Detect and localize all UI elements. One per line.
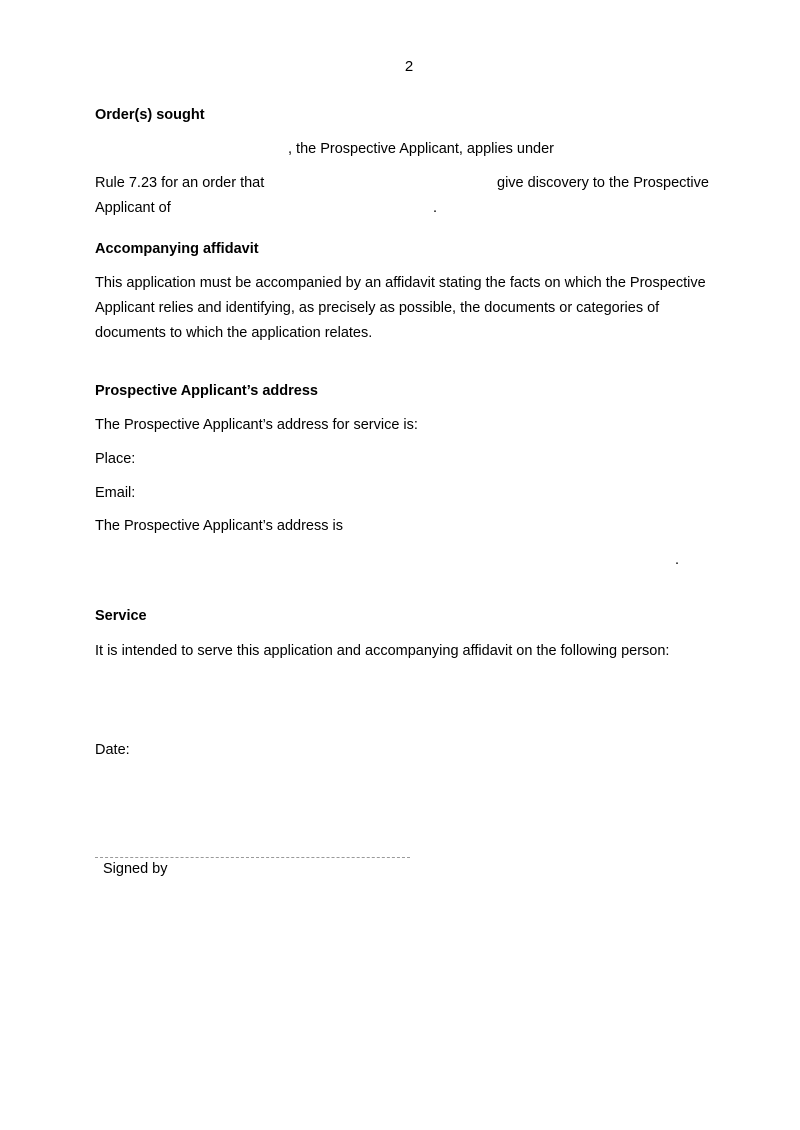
email-label: Email: bbox=[95, 485, 136, 501]
affidavit-line-2: Applicant relies and identifying, as precisely as possible, the documents or categories of bbox=[95, 300, 660, 316]
orders-line-3-period: . bbox=[433, 200, 438, 216]
signed-by-label: Signed by bbox=[103, 861, 168, 877]
affidavit-heading: Accompanying affidavit bbox=[95, 241, 259, 257]
place-label: Place: bbox=[95, 451, 136, 467]
affidavit-line-1: This application must be accompanied by an affidavit stating the facts on which the Prospective bbox=[95, 275, 706, 291]
service-text: It is intended to serve this application and accompanying affidavit on the following person: bbox=[95, 643, 670, 659]
affidavit-text bbox=[95, 271, 706, 346]
service-heading: Service bbox=[95, 608, 147, 624]
address-label: The Prospective Applicant’s address is bbox=[95, 518, 343, 534]
orders-heading: Order(s) sought bbox=[95, 107, 205, 123]
address-end-period: . bbox=[675, 552, 680, 568]
orders-line-2-start: Rule 7.23 for an order that bbox=[95, 175, 265, 191]
page-number: 2 bbox=[404, 58, 414, 75]
affidavit-line-3: documents to which the application relates. bbox=[95, 325, 373, 341]
address-heading: Prospective Applicant’s address bbox=[95, 383, 318, 399]
address-for-service-label: The Prospective Applicant’s address for service is: bbox=[95, 417, 418, 433]
date-label: Date: bbox=[95, 742, 130, 758]
signature-line bbox=[95, 857, 410, 858]
orders-line-2-end: give discovery to the Prospective bbox=[497, 175, 709, 191]
orders-line-1: , the Prospective Applicant, applies under bbox=[288, 141, 554, 157]
orders-line-3-start: Applicant of bbox=[95, 200, 171, 216]
